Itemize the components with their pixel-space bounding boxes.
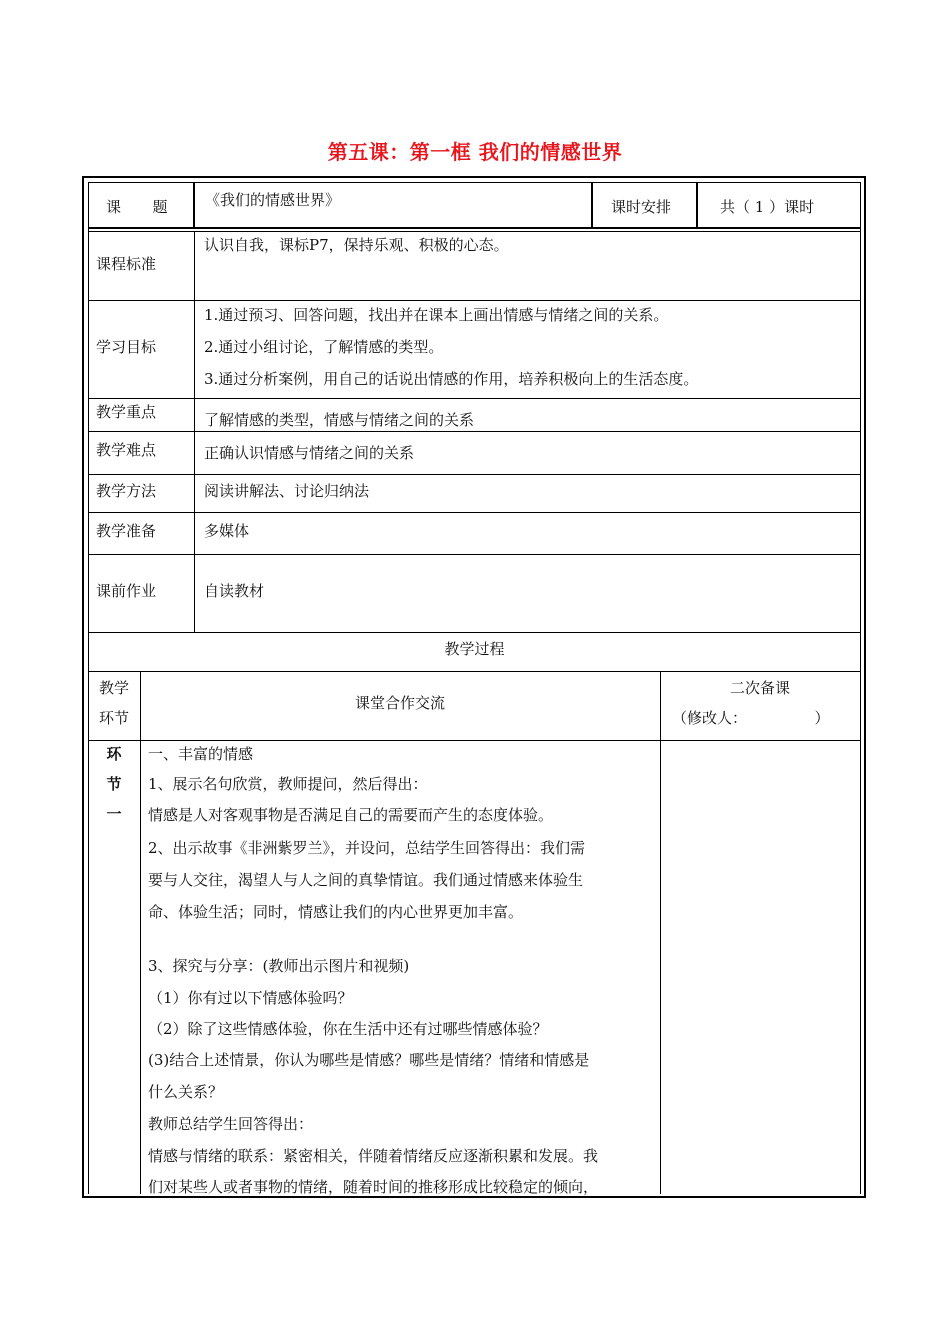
objective-line: 1.通过预习、回答问题，找出并在课本上画出情感与情绪之间的关系。	[204, 306, 669, 324]
stage-label: 节	[106, 775, 122, 793]
row-border	[88, 231, 861, 232]
header-divider	[696, 182, 698, 228]
inner-right-border	[860, 182, 861, 1194]
topic-value: 《我们的情感世界》	[205, 191, 341, 209]
revision-header: 二次备课	[729, 679, 790, 697]
row-value-preparation: 多媒体	[204, 522, 250, 540]
row-border	[88, 554, 861, 555]
row-border	[88, 632, 861, 633]
row-value-homework: 自读教材	[204, 582, 265, 600]
page-title: 第五课：第一框 我们的情感世界	[327, 140, 623, 164]
row-label-preparation: 教学准备	[96, 522, 157, 540]
objective-line: 2.通过小组讨论，了解情感的类型。	[204, 338, 444, 356]
content-line: 3、探究与分享：(教师出示图片和视频)	[148, 957, 410, 975]
objective-line: 3.通过分析案例，用自己的话说出情感的作用，培养积极向上的生活态度。	[204, 370, 699, 388]
row-label-difficulty: 教学难点	[96, 441, 157, 459]
row-border	[88, 300, 861, 301]
stage-label: 环	[106, 745, 122, 763]
schedule-label: 课时安排	[611, 198, 672, 216]
row-value-difficulty: 正确认识情感与情绪之间的关系	[204, 444, 415, 462]
header-divider	[591, 182, 593, 228]
row-label-method: 教学方法	[96, 482, 157, 500]
stage-header: 环节	[98, 709, 129, 727]
revision-editor: （修改人： ）	[672, 709, 830, 727]
topic-label: 课 题	[106, 198, 169, 216]
content-line: (3)结合上述情景，你认为哪些是情感？哪些是情绪？情绪和情感是	[148, 1051, 590, 1069]
content-line: （1）你有过以下情感体验吗？	[148, 989, 353, 1007]
stage-label: 一	[106, 805, 122, 823]
row-value-method: 阅读讲解法、讨论归纳法	[204, 482, 370, 500]
header-divider	[193, 182, 195, 228]
process-heading: 教学过程	[444, 640, 505, 658]
classroom-header: 课堂合作交流	[354, 694, 445, 712]
content-line: 要与人交往，渴望人与人之间的真挚情谊。我们通过情感来体验生	[148, 871, 584, 889]
row-border	[88, 671, 861, 672]
row-label-standard: 课程标准	[96, 255, 157, 273]
content-line: 什么关系？	[148, 1083, 224, 1101]
notes-column-divider	[660, 672, 661, 1194]
content-line: 教师总结学生回答得出：	[148, 1115, 314, 1133]
content-line: 1、展示名句欣赏，教师提问，然后得出：	[148, 775, 428, 793]
row-border	[88, 431, 861, 432]
row-border	[88, 740, 861, 741]
content-line: （2）除了这些情感体验，你在生活中还有过哪些情感体验？	[148, 1020, 548, 1038]
schedule-value: 共（ 1 ）课时	[720, 198, 815, 216]
row-border	[88, 474, 861, 475]
row-label-objectives: 学习目标	[96, 338, 157, 356]
row-value-standard: 认识自我，课标P7，保持乐观、积极的心态。	[204, 236, 509, 254]
row-label-homework: 课前作业	[96, 582, 157, 600]
content-line: 情感与情绪的联系：紧密相关，伴随着情绪反应逐渐积累和发展。我	[148, 1147, 599, 1165]
content-line: 一、丰富的情感	[148, 745, 254, 763]
row-label-focus: 教学重点	[96, 403, 157, 421]
stage-header: 教学	[98, 679, 129, 697]
inner-top-border	[88, 182, 861, 183]
content-line: 情感是人对客观事物是否满足自己的需要而产生的态度体验。	[148, 806, 554, 824]
stage-column-divider	[140, 672, 141, 1194]
row-border	[88, 398, 861, 399]
row-border	[88, 512, 861, 513]
row-value-focus: 了解情感的类型，情感与情绪之间的关系	[204, 411, 475, 429]
content-line: 们对某些人或者事物的情绪，随着时间的推移形成比较稳定的倾向，	[148, 1178, 599, 1196]
content-line: 命、体验生活；同时，情感让我们的内心世界更加丰富。	[148, 903, 524, 921]
header-bottom-border	[88, 227, 861, 229]
content-line: 2、出示故事《非洲紫罗兰》，并设问，总结学生回答得出：我们需	[148, 839, 586, 857]
